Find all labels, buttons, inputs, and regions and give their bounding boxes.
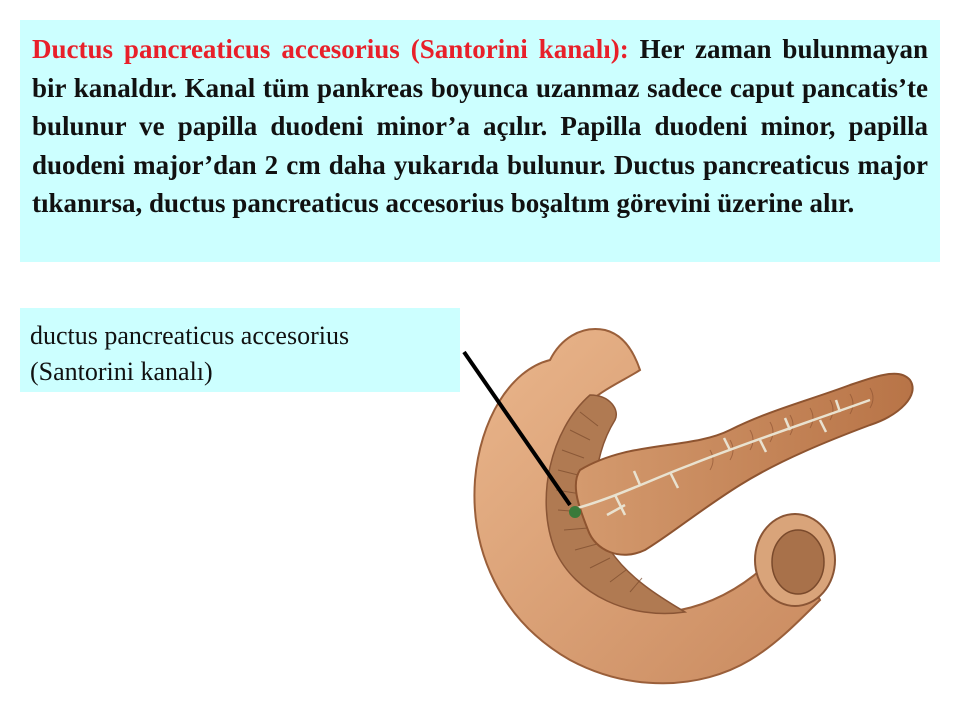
label-line-1: ductus pancreaticus accesorius bbox=[30, 321, 350, 350]
pancreas-duodenum-illustration bbox=[430, 300, 950, 720]
minor-papilla-marker bbox=[569, 506, 581, 518]
jejunum-lumen bbox=[772, 530, 824, 594]
term-heading: Ductus pancreaticus accesorius (Santorini kanalı): bbox=[32, 34, 629, 64]
description-text: Her zaman bulunmayan bir kanaldır. Kanal tüm pankreas boyunca uzanmaz sadece caput pancatis’te bulunur ve papilla duodeni minor’a açılır. Papilla duodeni minor, papilla duodeni major’dan 2 cm daha yukarıda bulunur. Ductus pancreaticus major tıkanırsa, ductus pancreaticus accesorius boşaltım görevini üzerine alır. bbox=[32, 34, 929, 218]
pancreas-body bbox=[576, 374, 913, 555]
structure-label-box bbox=[20, 308, 460, 392]
label-line-2: (Santorini kanalı) bbox=[30, 357, 213, 386]
description-box bbox=[20, 20, 940, 262]
